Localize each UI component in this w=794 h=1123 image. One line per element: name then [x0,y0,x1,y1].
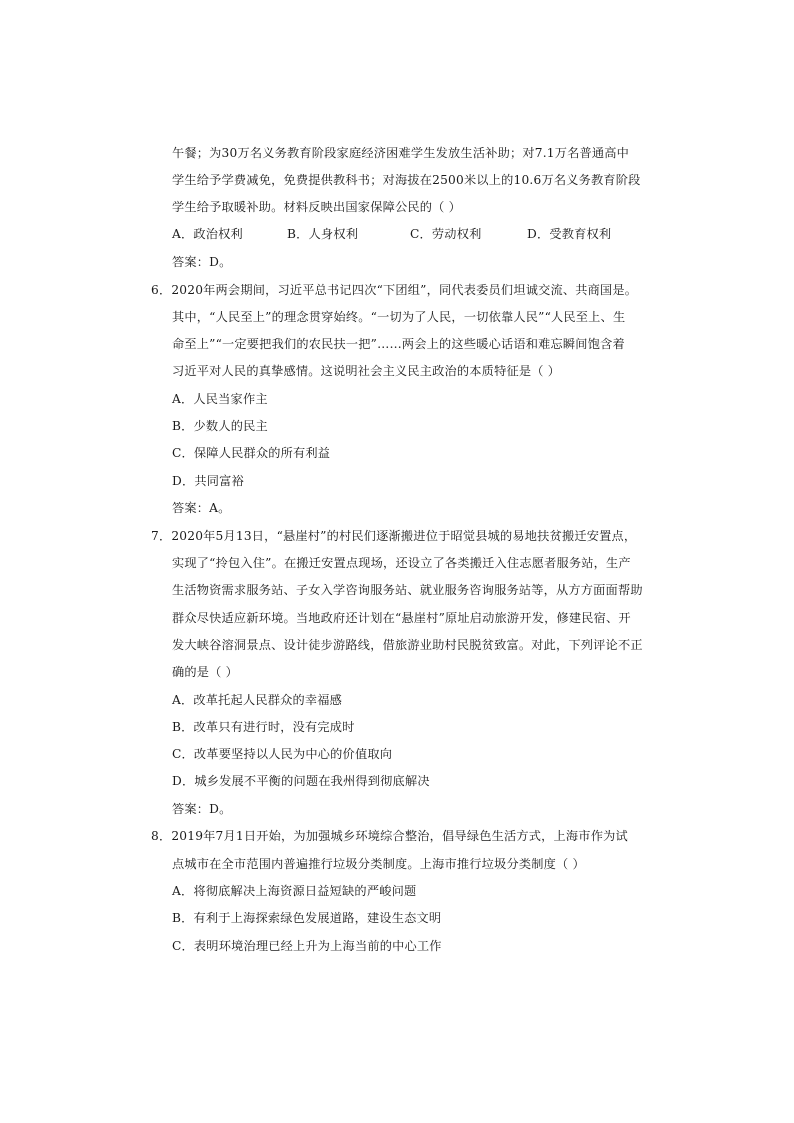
q5-option-d: D．受教育权利 [527,227,612,241]
q6-option-a: A．人民当家作主 [172,392,268,406]
q7-option-a: A．改革托起人民群众的幸福感 [172,693,343,707]
q8-option-b: B．有利于上海探索绿色发展道路，建设生态文明 [172,911,442,925]
q5-option-b: B．人身权利 [287,227,359,241]
q7-stem-line-2: 实现了“拎包入住”。在搬迁安置点现场，还设立了各类搬迁入住志愿者服务站，生产 [172,556,631,570]
q7-stem-line-3: 生活物资需求服务站、子女入学咨询服务站、就业服务咨询服务站等，从方方面面帮助 [172,583,643,597]
q5-stem-line-1: 午餐；为30万名义务教育阶段家庭经济困难学生发放生活补助；对7.1万名普通高中 [172,146,630,160]
q6-answer: 答案：A。 [172,501,231,515]
q8-stem-line-1: 8．2019年7月1日开始，为加强城乡环境综合整治，倡导绿色生活方式，上海市作为试 [151,829,628,843]
q6-option-c: C．保障人民群众的所有利益 [172,446,331,460]
q7-option-c: C．改革要坚持以人民为中心的价值取向 [172,747,393,761]
q7-stem-line-5: 发大峡谷溶洞景点、设计徒步游路线，借旅游业助村民脱贫致富。对此，下列评论不正 [172,638,643,652]
q6-option-b: B．少数人的民主 [172,419,268,433]
q7-answer: 答案：D。 [172,802,232,816]
q7-option-d: D．城乡发展不平衡的问题在我州得到彻底解决 [172,774,430,788]
q8-option-c: C．表明环境治理已经上升为上海当前的中心工作 [172,939,442,953]
q5-option-a: A．政治权利 [172,227,243,241]
q5-stem-line-2: 学生给予学费减免，免费提供教科书；对海拔在2500米以上的10.6万名义务教育阶段 [172,173,641,187]
q6-option-d: D．共同富裕 [172,474,244,488]
q7-option-b: B．改革只有进行时，没有完成时 [172,720,355,734]
q7-stem-line-4: 群众尽快适应新环境。当地政府还计划在“悬崖村”原址启动旅游开发，修建民宿、开 [172,611,631,625]
q6-stem-line-1: 6．2020年两会期间，习近平总书记四次“下团组”，同代表委员们坦诚交流、共商国是。 [151,283,638,297]
q8-stem-line-2: 点城市在全市范围内普遍推行垃圾分类制度。上海市推行垃圾分类制度（ ） [172,857,585,871]
q5-stem-line-3: 学生给予取暖补助。材料反映出国家保障公民的（ ） [172,200,461,214]
q8-option-a: A．将彻底解决上海资源日益短缺的严峻问题 [172,884,417,898]
q7-stem-line-1: 7．2020年5月13日，“悬崖村”的村民们逐渐搬进位于昭觉县城的易地扶贫搬迁安置点， [151,529,637,543]
q6-stem-line-3: 命至上”“一定要把我们的农民扶一把”……两会上的这些暖心话语和难忘瞬间饱含着 [172,337,625,351]
q5-option-c: C．劳动权利 [410,227,482,241]
q6-stem-line-2: 其中，“人民至上”的理念贯穿始终。“一切为了人民，一切依靠人民”“人民至上、生 [172,310,626,324]
q7-stem-line-6: 确的是（ ） [172,665,239,679]
q6-stem-line-4: 习近平对人民的真挚感情。这说明社会主义民主政治的本质特征是（ ） [172,364,561,378]
q5-answer: 答案：D。 [172,255,232,269]
